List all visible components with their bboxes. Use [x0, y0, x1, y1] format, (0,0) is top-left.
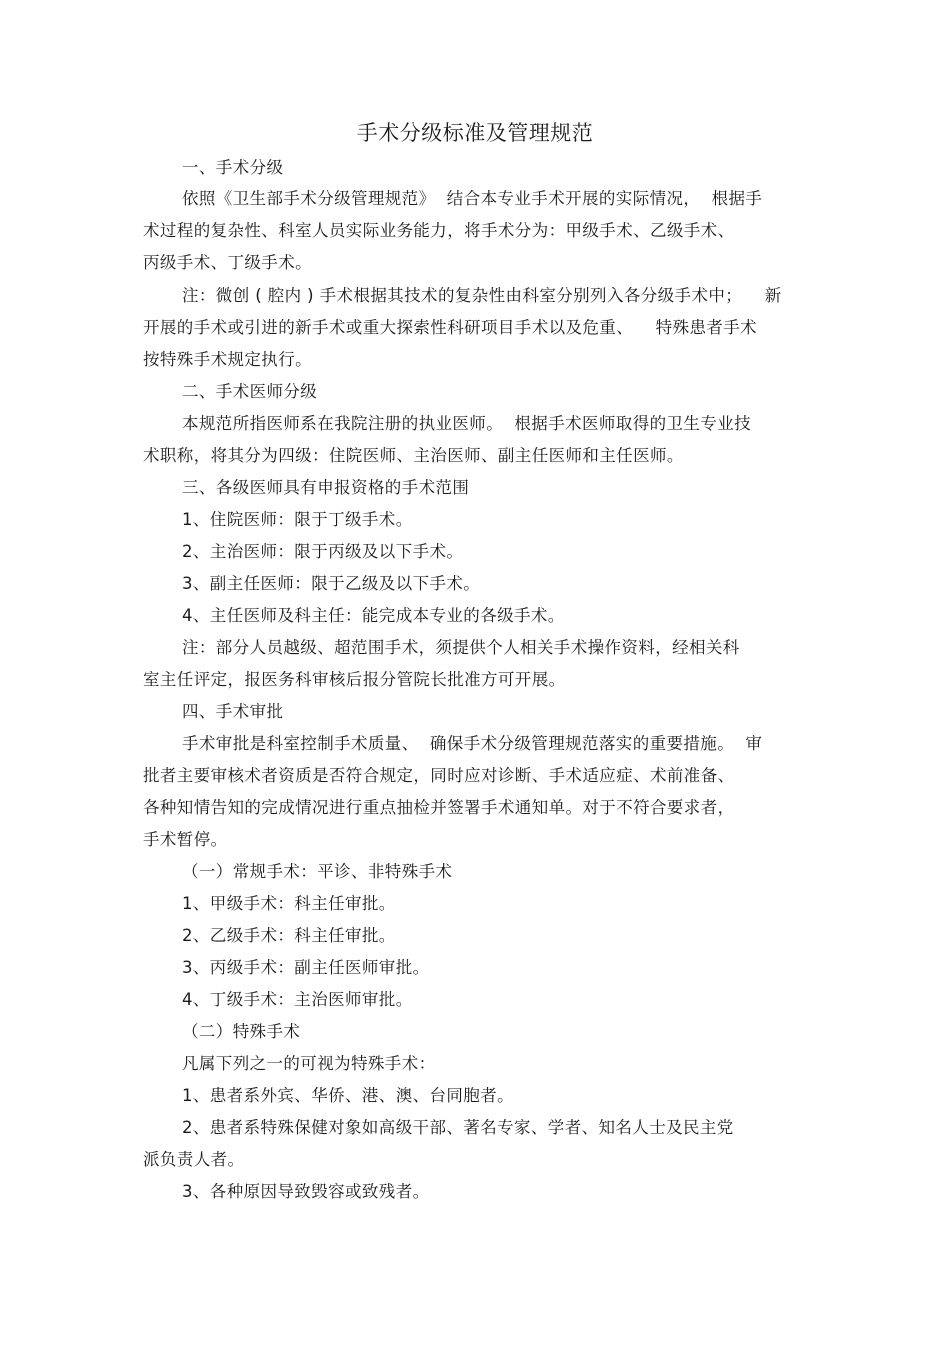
section-heading: 三、各级医师具有申报资格的手术范围 [182, 478, 470, 497]
note-line: 开展的手术或引进的新手术或重大探索性科研项目手术以及危重、 特殊患者手术 [143, 318, 758, 337]
list-item: 1、住院医师：限于丁级手术。 [182, 510, 413, 529]
paragraph-line: 各种知情告知的完成情况进行重点抽检并签署手术通知单。对于不符合要求者， [143, 798, 735, 817]
list-item: 1、甲级手术：科主任审批。 [182, 894, 396, 913]
subsection-heading: （一）常规手术：平诊、非特殊手术 [182, 862, 453, 881]
paragraph-line: 依照《卫生部手术分级管理规范》 结合本专业手术开展的实际情况， 根据手 [182, 189, 763, 208]
note-line: 注：部分人员越级、超范围手术，须提供个人相关手术操作资料，经相关科 [182, 638, 740, 657]
note-line: 注：微创 ( 腔内 ) 手术根据其技术的复杂性由科室分别列入各分级手术中； 新 [182, 286, 782, 305]
document-title: 手术分级标准及管理规范 [356, 121, 594, 145]
paragraph-line: 批者主要审核术者资质是否符合规定，同时应对诊断、手术适应症、术前准备、 [143, 766, 735, 785]
list-item: 3、副主任医师：限于乙级及以下手术。 [182, 574, 481, 593]
paragraph-line: 丙级手术、丁级手术。 [143, 253, 312, 272]
list-item: 3、丙级手术：副主任医师审批。 [182, 958, 430, 977]
section-heading: 四、手术审批 [182, 702, 284, 721]
list-item: 1、患者系外宾、华侨、港、澳、台同胞者。 [182, 1086, 514, 1105]
paragraph-line: 凡属下列之一的可视为特殊手术： [182, 1054, 436, 1073]
list-item: 4、丁级手术：主治医师审批。 [182, 990, 413, 1009]
section-heading: 二、手术医师分级 [182, 382, 318, 401]
note-line: 室主任评定，报医务科审核后报分管院长批准方可开展。 [143, 670, 566, 689]
paragraph-line: 手术审批是科室控制手术质量、 确保手术分级管理规范落实的重要措施。 审 [182, 734, 763, 753]
subsection-heading: （二）特殊手术 [182, 1022, 301, 1041]
paragraph-line: 术职称，将其分为四级：住院医师、主治医师、副主任医师和主任医师。 [143, 446, 684, 465]
list-item: 2、患者系特殊保健对象如高级干部、著名专家、学者、知名人士及民主党 [182, 1118, 734, 1137]
list-item: 3、各种原因导致毁容或致残者。 [182, 1182, 430, 1201]
section-heading: 一、手术分级 [182, 158, 284, 177]
paragraph-line: 手术暂停。 [143, 830, 228, 849]
list-item: 2、乙级手术：科主任审批。 [182, 926, 396, 945]
list-item: 派负责人者。 [143, 1150, 245, 1169]
list-item: 2、主治医师：限于丙级及以下手术。 [182, 542, 464, 561]
paragraph-line: 术过程的复杂性、科室人员实际业务能力，将手术分为：甲级手术、乙级手术、 [143, 221, 735, 240]
paragraph-line: 本规范所指医师系在我院注册的执业医师。 根据手术医师取得的卫生专业技 [182, 414, 751, 433]
list-item: 4、主任医师及科主任：能完成本专业的各级手术。 [182, 606, 565, 625]
note-line: 按特殊手术规定执行。 [143, 350, 312, 369]
